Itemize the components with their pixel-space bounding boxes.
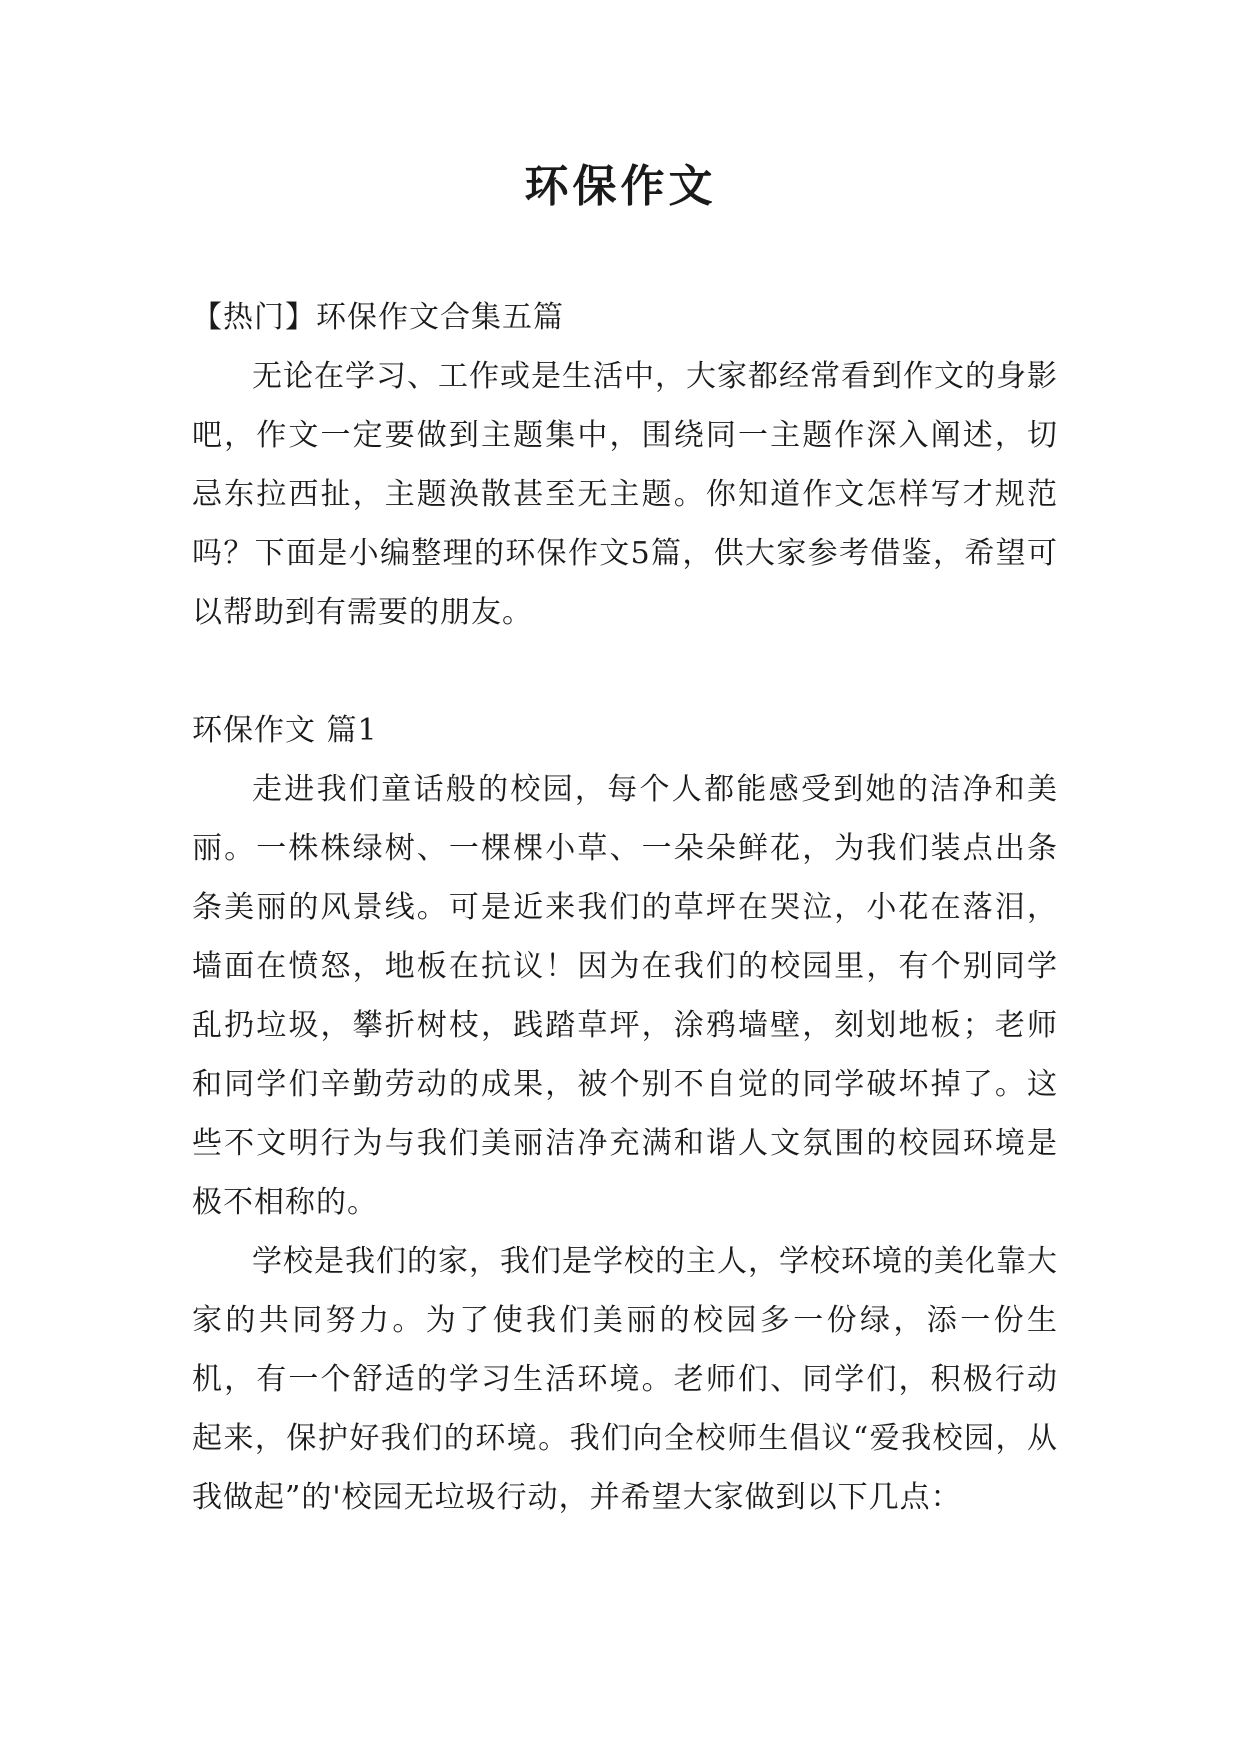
intro-paragraph: 无论在学习、工作或是生活中，大家都经常看到作文的身影吧，作文一定要做到主题集中，围绕同一主题作深入阐述，切忌东拉西扯，主题涣散甚至无主题。你知道作文怎样写才规范吗？下面是小编整理的环保作文5篇，供大家参考借鉴，希望可以帮助到有需要的朋友。 xyxy=(192,359,1058,630)
section-spacer xyxy=(192,642,1058,701)
body-paragraph: 学校是我们的家，我们是学校的主人，学校环境的美化靠大家的共同努力。为了使我们美丽的校园多一份绿，添一份生机，有一个舒适的学习生活环境。老师们、同学们，积极行动起来，保护好我们的环境。我们向全校师生倡议“爱我校园，从我做起”的'校园无垃圾行动，并希望大家做到以下几点： xyxy=(192,1244,1058,1515)
body-paragraph: 走进我们童话般的校园，每个人都能感受到她的洁净和美丽。一株株绿树、一棵棵小草、一朵朵鲜花，为我们装点出条条美丽的风景线。可是近来我们的草坪在哭泣，小花在落泪，墙面在愤怒，地板在抗议！因为在我们的校园里，有个别同学乱扔垃圾，攀折树枝，践踏草坪，涂鸦墙壁，刻划地板；老师和同学们辛勤劳动的成果，被个别不自觉的同学破坏掉了。这些不文明行为与我们美丽洁净充满和谐人文氛围的校园环境是极不相称的。 xyxy=(192,772,1058,1220)
section-heading: 环保作文 篇1 xyxy=(192,713,378,748)
document-title: 环保作文 xyxy=(524,161,717,212)
document-subtitle: 【热门】环保作文合集五篇 xyxy=(192,300,564,335)
document-body xyxy=(192,288,1058,1527)
